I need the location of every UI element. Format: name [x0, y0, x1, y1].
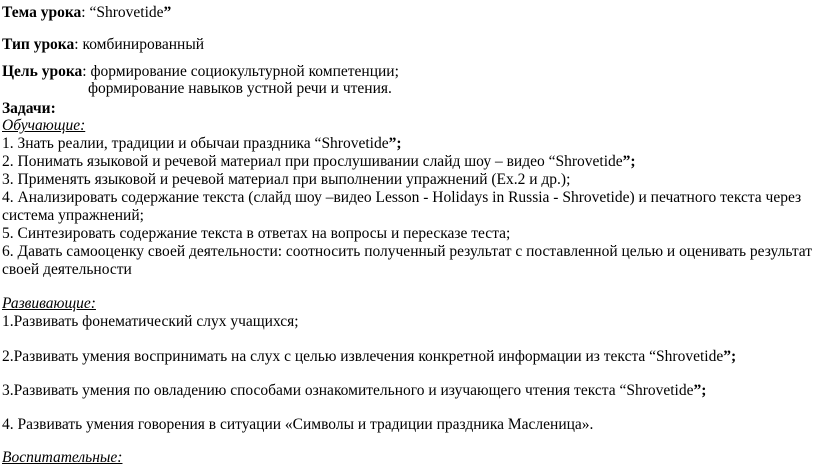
topic-open-quote: “: [89, 4, 97, 21]
developing-item: [2, 416, 593, 434]
developing-item: [2, 382, 706, 400]
developing-item: [2, 313, 299, 331]
teaching-item-text: 6. Давать самооценку своей деятельности: соотносить полученный результат с поставленной целью и оценивать результат: [2, 243, 813, 260]
teaching-item-text: своей деятельности: [2, 261, 132, 278]
developing-item-text: 4. Развивать умения говорения в ситуации «Символы и традиции праздника Масленица».: [2, 416, 594, 433]
teaching-item: [2, 225, 510, 243]
teaching-item: [2, 171, 570, 189]
topic-label: Тема урока: [2, 4, 82, 21]
goal-separator: :: [82, 63, 91, 80]
developing-heading: Развивающие:: [2, 295, 96, 312]
developing-item-text: 3.Развивать умения по овладению способами ознакомительного и изучающего чтения текста “Shrovetide: [2, 382, 694, 399]
teaching-item-text: 1. Знать реалии, традиции и обычаи праздника “Shrovetide: [2, 135, 389, 152]
developing-item-text: 1.Развивать фонематический слух учащихся;: [2, 313, 299, 330]
teaching-item: [2, 189, 801, 207]
teaching-item-tail: ”;: [622, 153, 636, 170]
goal-label: Цель урока: [2, 63, 83, 80]
topic-separator: :: [81, 4, 90, 21]
type-separator: :: [74, 36, 83, 53]
type-value: комбинированный: [82, 36, 205, 53]
goal-line-1: [2, 63, 399, 81]
topic-line: [2, 4, 171, 22]
developing-item-tail: ”;: [723, 348, 737, 365]
teaching-item: [2, 243, 812, 261]
educational-heading: Воспитательные:: [2, 449, 123, 466]
teaching-item: [2, 207, 144, 225]
goal-text-1: формирование социокультурной компетенции;: [90, 63, 399, 80]
type-line: [2, 36, 204, 54]
teaching-heading: Обучающие:: [2, 117, 86, 134]
teaching-item: [2, 135, 402, 153]
topic-close-quote: ”: [163, 4, 172, 21]
teaching-item-text: 3. Применять языковой и речевой материал при выполнении упражнений (Ex.2 и др.);: [2, 171, 571, 188]
teaching-item-text: 5. Синтезировать содержание текста в ответах на вопросы и пересказе теста;: [2, 225, 511, 242]
developing-item-tail: ”;: [693, 382, 707, 399]
teaching-item-tail: ”;: [388, 135, 402, 152]
tasks-heading: Задачи:: [2, 100, 56, 117]
developing-item: [2, 348, 736, 366]
topic-value: Shrovetide: [96, 4, 164, 21]
teaching-item: [2, 261, 132, 279]
developing-item-text: 2.Развивать умения воспринимать на слух с целью извлечения конкретной информации из текста “Shrovetide: [2, 348, 724, 365]
goal-text-2: формирование навыков устной речи и чтения.: [88, 80, 392, 97]
teaching-item-text: 2. Понимать языковой и речевой материал при прослушивании слайд шоу – видео “Shrovetide: [2, 153, 623, 170]
type-label: Тип урока: [2, 36, 75, 53]
teaching-item: [2, 153, 636, 171]
teaching-item-text: система упражнений;: [2, 207, 144, 224]
teaching-item-text: 4. Анализировать содержание текста (слайд шоу –видео Lesson - Holidays in Russia - Shrovetide) и печатного текста через: [2, 189, 802, 206]
goal-line-2: [88, 80, 392, 98]
